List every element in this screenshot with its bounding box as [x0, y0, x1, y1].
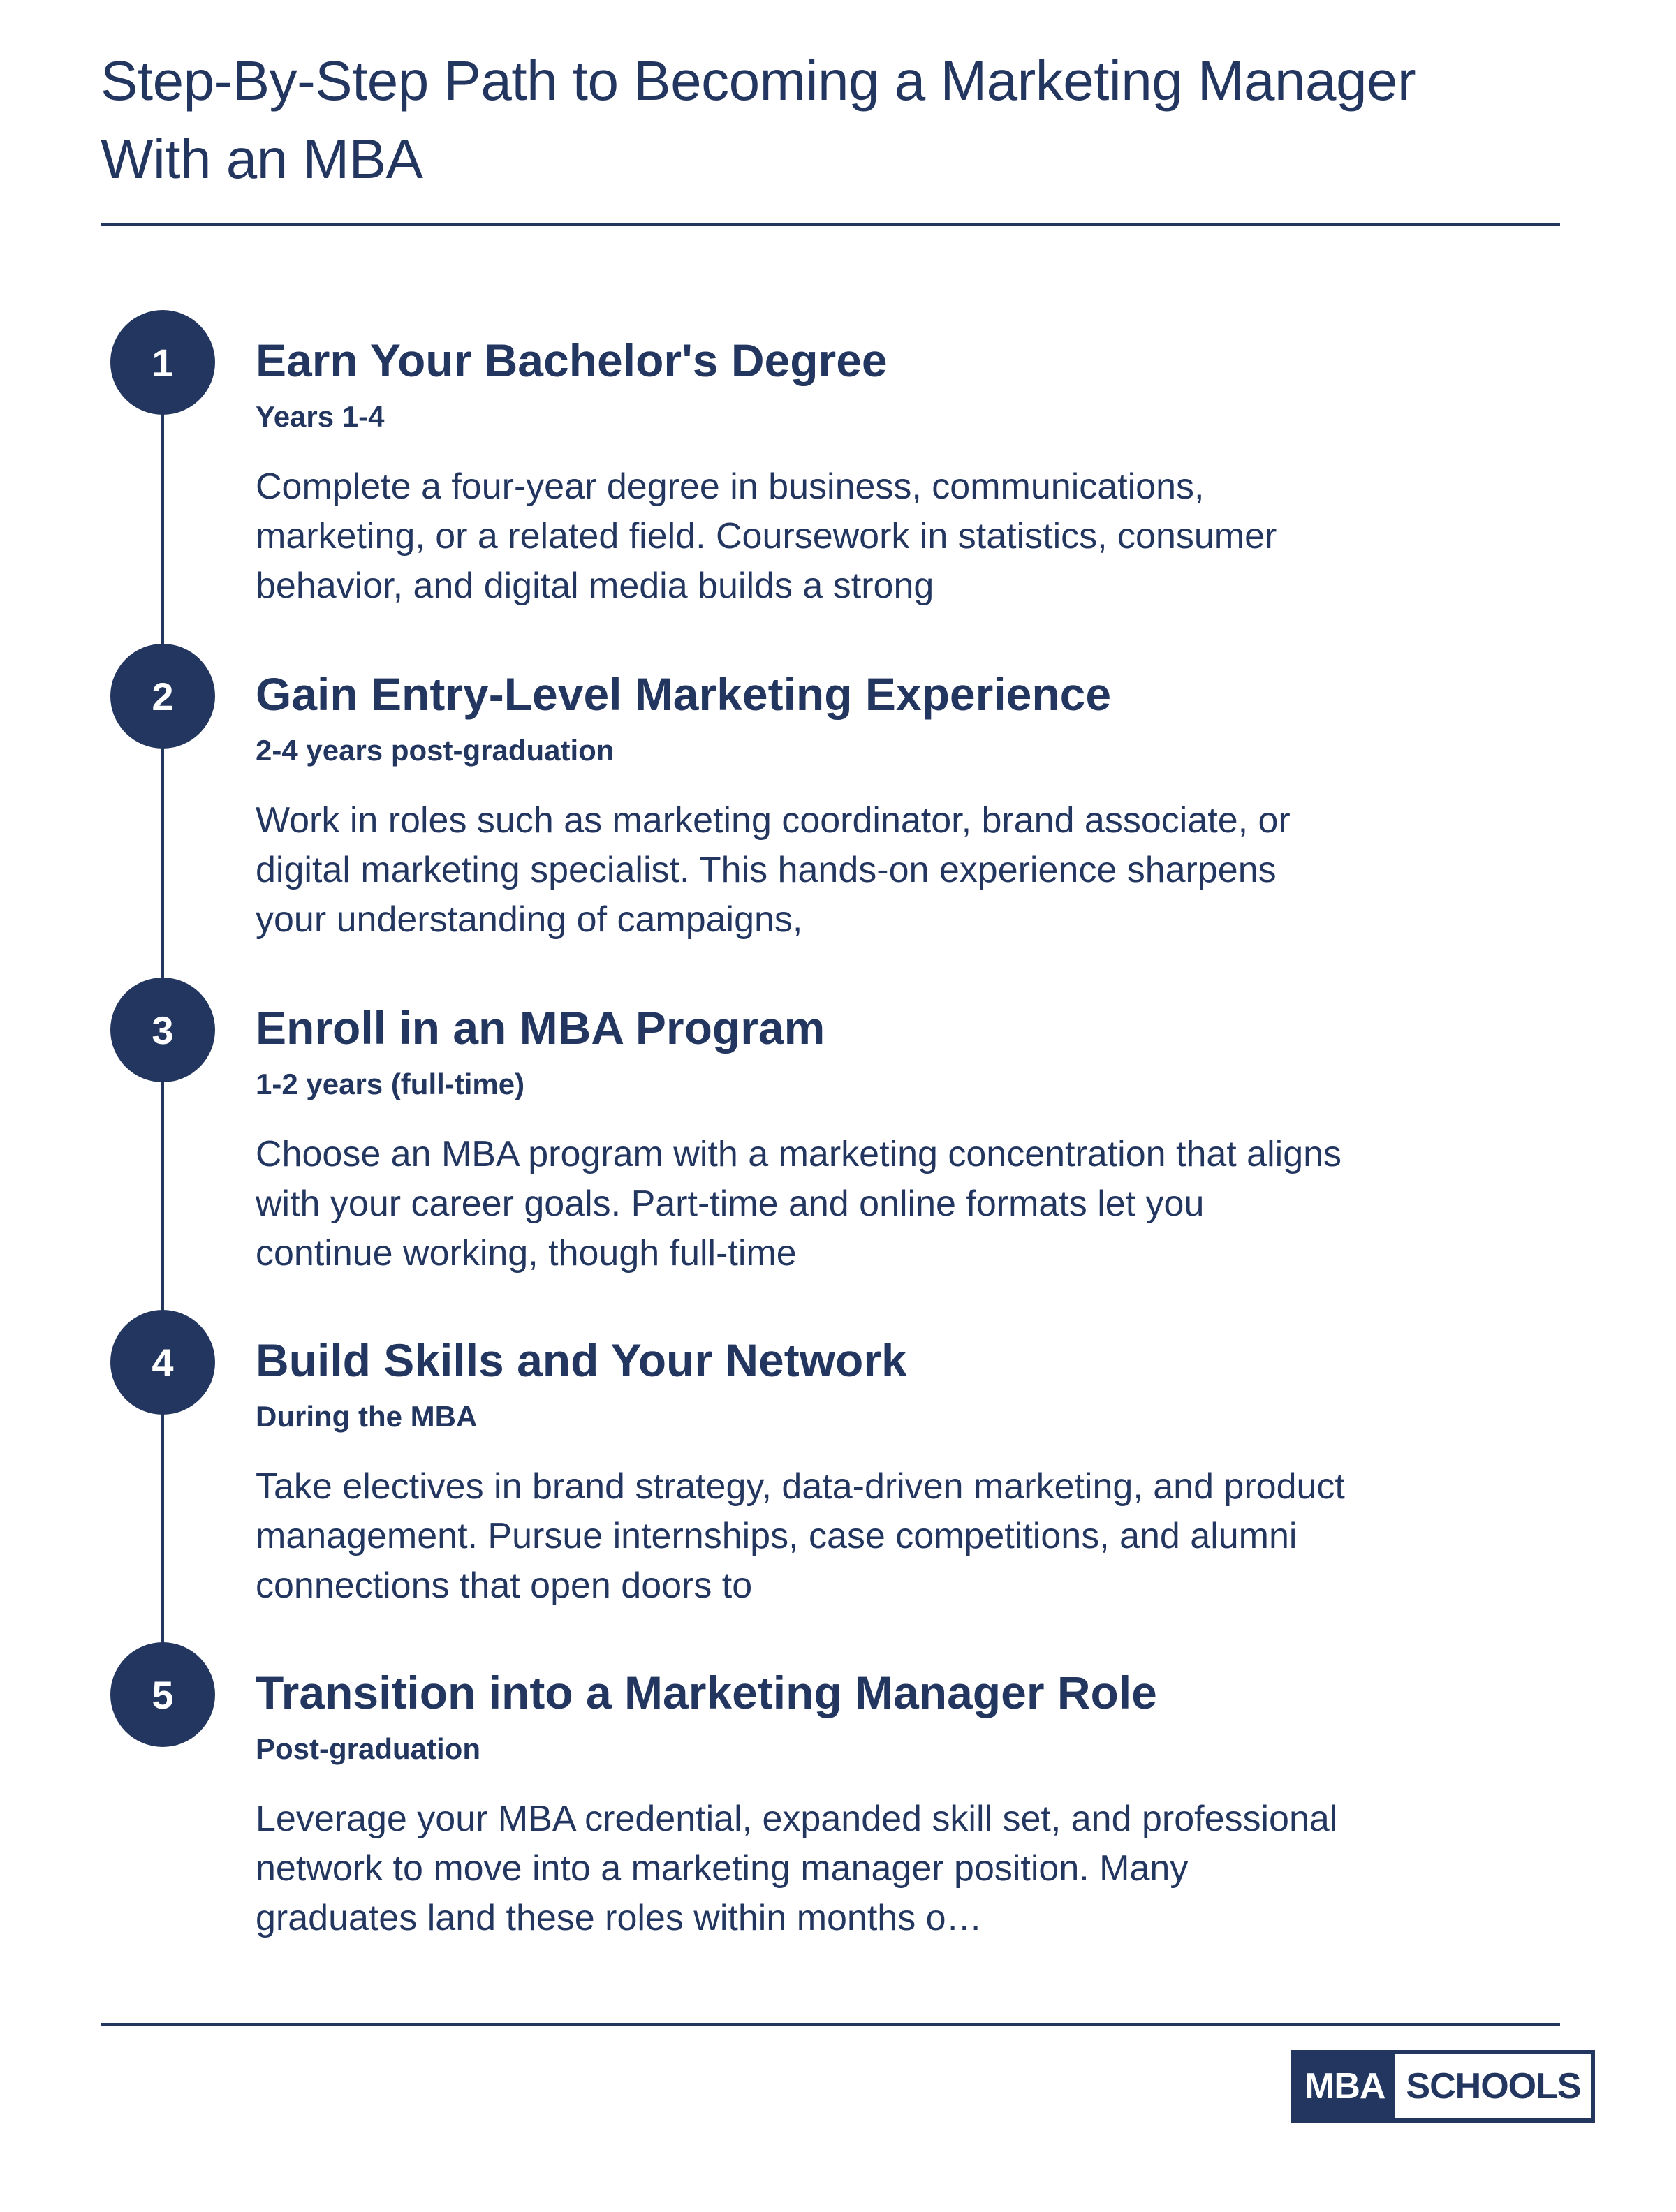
step-number-badge: 3 [110, 978, 215, 1082]
step-duration: 1-2 years (full-time) [256, 1068, 525, 1100]
step-description: Choose an MBA program with a marketing concentration that aligns with your career goals. Part-time and online formats let you continue working, though full-time [256, 1134, 1342, 1274]
step-2 [0, 644, 1676, 951]
step-1 [0, 310, 1676, 617]
step-title: Enroll in an MBA Program [256, 1002, 825, 1054]
step-description: Take electives in brand strategy, data-driven marketing, and product management. Pursue internships, case competitions, and alumni connections that open doors to [256, 1466, 1345, 1606]
header-divider [101, 223, 1560, 226]
step-duration: 2-4 years post-graduation [256, 734, 615, 767]
step-title: Earn Your Bachelor's Degree [256, 334, 888, 386]
step-description: Complete a four-year degree in business, communications, marketing, or a related field. Coursework in statistics, consumer behavior, and digital media builds a strong [256, 466, 1277, 606]
step-duration: Post-graduation [256, 1732, 480, 1765]
step-3 [0, 978, 1676, 1285]
step-number-badge: 2 [110, 644, 215, 749]
page-title: Step-By-Step Path to Becoming a Marketing Manager With an MBA [101, 50, 1416, 190]
step-duration: Years 1-4 [256, 400, 385, 433]
step-number-badge: 5 [110, 1642, 215, 1747]
step-title: Transition into a Marketing Manager Role [256, 1667, 1157, 1718]
mba-schools-logo [1291, 2050, 1595, 2123]
step-4 [0, 1310, 1676, 1617]
step-number-badge: 1 [110, 310, 215, 415]
step-duration: During the MBA [256, 1400, 478, 1433]
step-title: Gain Entry-Level Marketing Experience [256, 668, 1112, 720]
step-title: Build Skills and Your Network [256, 1334, 907, 1386]
step-5 [0, 1642, 1676, 1949]
step-description: Work in roles such as marketing coordinator, brand associate, or digital marketing specialist. This hands-on experience sharpens your understanding of campaigns, [256, 800, 1291, 940]
logo-mba-text: MBA [1295, 2054, 1395, 2118]
step-number-badge: 4 [110, 1310, 215, 1415]
footer-divider [101, 2023, 1560, 2026]
logo-schools-text: SCHOOLS [1406, 2066, 1581, 2107]
step-description: Leverage your MBA credential, expanded skill set, and professional network to move into a marketing manager position. Many graduates land these roles within months o… [256, 1799, 1338, 1938]
